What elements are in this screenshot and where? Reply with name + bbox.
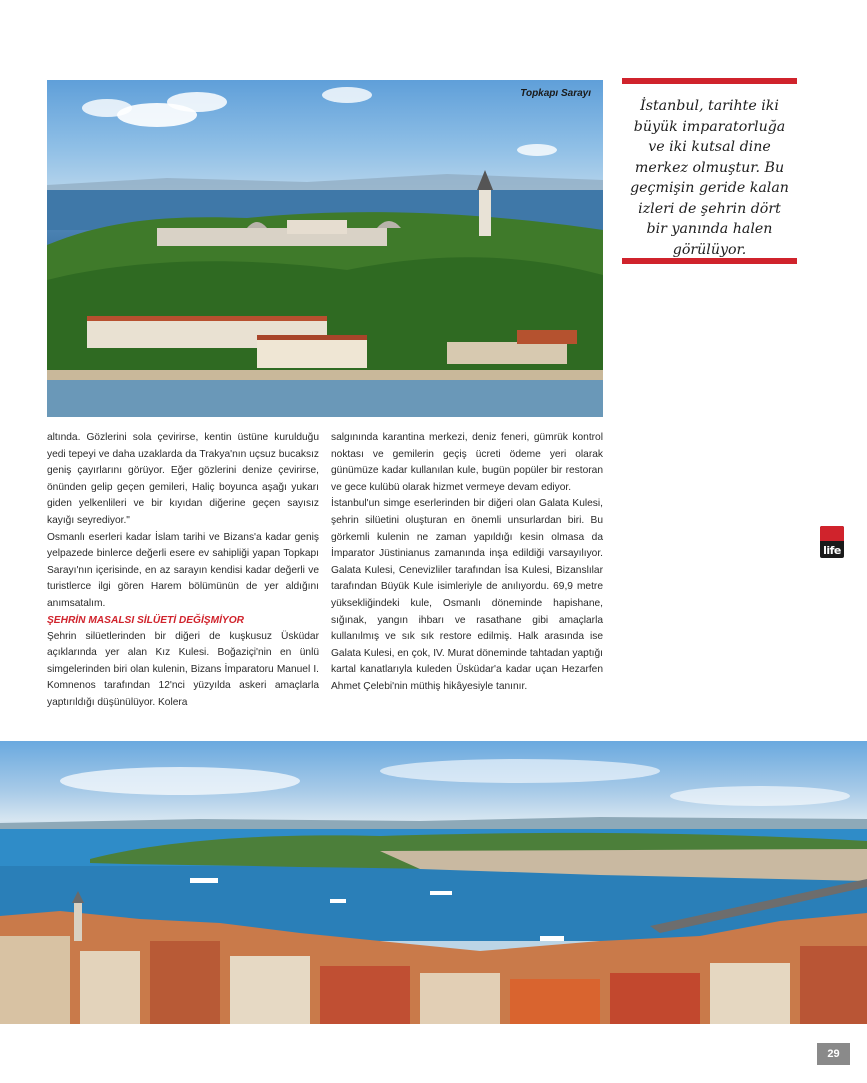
magazine-logo — [820, 526, 844, 558]
topkapi-photo — [47, 80, 603, 417]
istanbul-panorama-photo — [0, 741, 867, 1024]
photo-caption: Topkapı Sarayı — [520, 88, 591, 99]
paragraph: İstanbul'un simge eserlerinden bir diğeri olan Galata Kulesi, şehrin silüetini oluşturan en önemli unsurlardan biri. Bu görkemli kulenin ne zaman yapıldığı kesin olmasa da İmparator Jüstinianus zamanında inşa edildiği varsayılıyor. Galata Kulesi, Cenevizliler tarafından İsa Kulesi, Bizanslılar tarafından Büyük Kule isimleriyle de anılıyordu. 69,9 metre yüksekliğindeki kule, Osmanlı döneminde hapishane, sığınak, yangın ihbarı ve rasathane gibi amaçlarla kullanılmış ve sık sık restore edilmiş. Halk arasında ise Galata Kulesi, en çok, IV. Murat döneminde tahtadan yaptığı kartal kanatlarıyla kuleden Üsküdar'a kadar uçan Hezarfen Ahmet Çelebi'nin müthiş hikâyesiyle tanınır. — [331, 498, 603, 692]
topkapi-photo-illustration — [47, 80, 603, 417]
paragraph: Osmanlı eserleri kadar İslam tarihi ve Bizans'a kadar geniş yelpazede binlerce değerli esere ev sahipliği yapan Topkapı Sarayı'nın içerisinde, en az sarayın kendisi kadar değerli ve turistlerce ilgi gören Harem bölümünün de yer aldığını anımsatalım. — [47, 531, 319, 609]
logo-red-block — [820, 526, 844, 541]
paragraph: Şehrin silüetlerinden bir diğeri de kuşkusuz Üsküdar açıklarında yer alan Kız Kulesi. Boğaziçi'nin en ünlü simgelerinden biri olan kulenin, Bizans İmparatoru Manuel I. Komnenos tarafından 12'nci yüzyılda askeri amaçlarla yaptırıldığı düşünülüyor. Kolera — [47, 630, 319, 708]
pull-quote-top-rule — [622, 78, 797, 84]
article-column-right — [331, 430, 603, 696]
section-subheading: ŞEHRİN MASALSI SİLÜETİ DEĞİŞMİYOR — [47, 614, 244, 626]
pull-quote-text: İstanbul, tarihte iki büyük imparatorluğa ve iki kutsal dine merkez olmuştur. Bu geçmişin geride kalan izleri de şehrin dört bir yanında halen görülüyor. — [630, 98, 789, 258]
istanbul-panorama-illustration — [0, 741, 867, 1024]
logo-text: life — [823, 544, 841, 557]
paragraph: altında. Gözlerini sola çevirirse, kentin üstüne kurulduğu yedi tepeyi ve daha uzaklarda da Trakya'nın uçsuz bucaksız geniş çayırlarını görüyor. Eğer gözlerini denize çevirirse, önünden gelip geçen gemileri, Haliç boyunca aşağı yukarı giden yelkenlileri ve bir kıyıdan diğerine geçen sayısız kayığı seyrediyor." — [47, 432, 319, 526]
pull-quote-bottom-rule — [622, 258, 797, 264]
page-number: 29 — [817, 1043, 850, 1065]
article-column-left — [47, 430, 319, 712]
paragraph: salgınında karantina merkezi, deniz feneri, gümrük kontrol noktası ve gemilerin geçiş ücreti ödeme yeri olarak günümüze kadar kullanılan kule, bugün popüler bir restoran ve gece kulübü olarak hizmet vermeye devam ediyor. — [331, 432, 603, 493]
pull-quote — [622, 78, 797, 266]
